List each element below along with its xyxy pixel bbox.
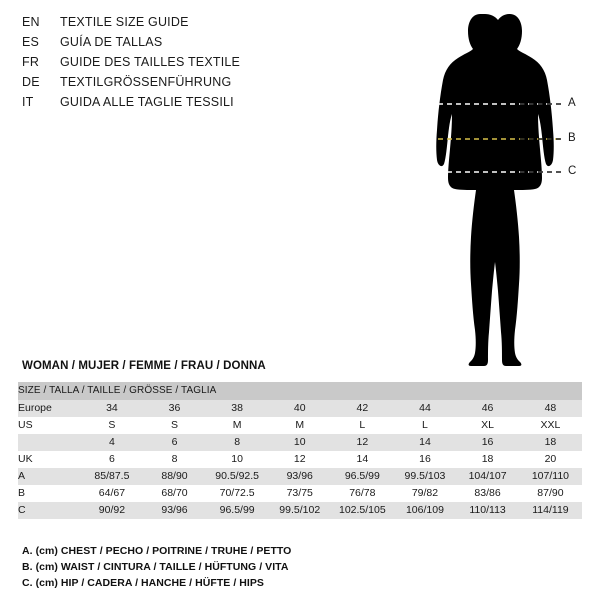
legend-line-b: B. (cm) WAIST / CINTURA / TAILLE / HÜFTUNG / VITA — [22, 561, 289, 573]
cell: L — [331, 417, 394, 434]
cell: 102.5/105 — [331, 502, 394, 519]
cell: 14 — [331, 451, 394, 468]
cell: 106/109 — [394, 502, 457, 519]
row-label-b: B — [18, 485, 81, 502]
cell: M — [268, 417, 331, 434]
cell: 73/75 — [268, 485, 331, 502]
cell: 104/107 — [456, 468, 519, 485]
cell: 14 — [394, 434, 457, 451]
title-lang-en: EN — [22, 15, 40, 29]
cell: 10 — [206, 451, 269, 468]
cell: 110/113 — [456, 502, 519, 519]
size-table-wrap — [18, 382, 582, 519]
row-label-europe: Europe — [18, 400, 81, 417]
cell: XL — [456, 417, 519, 434]
cell: 8 — [206, 434, 269, 451]
cell: 93/96 — [268, 468, 331, 485]
title-text-de: TEXTILGRÖSSENFÜHRUNG — [60, 75, 232, 89]
title-text-fr: GUIDE DES TAILLES TEXTILE — [60, 55, 241, 69]
size-table — [18, 382, 582, 519]
row-label-uk: UK — [18, 451, 81, 468]
cell: 99.5/103 — [394, 468, 457, 485]
cell: 18 — [456, 451, 519, 468]
title-row-de — [22, 75, 352, 95]
cell: 96.5/99 — [206, 502, 269, 519]
title-row-fr — [22, 55, 352, 75]
cell: 18 — [519, 434, 582, 451]
cell: 107/110 — [519, 468, 582, 485]
cell: 10 — [268, 434, 331, 451]
cell: 44 — [394, 400, 457, 417]
table-row — [18, 502, 582, 519]
title-row-en — [22, 15, 352, 35]
cell: 34 — [81, 400, 144, 417]
female-body-figure — [400, 8, 590, 373]
row-label-us: US — [18, 417, 81, 434]
table-header-row — [18, 382, 582, 400]
cell: 85/87.5 — [81, 468, 144, 485]
title-lang-de: DE — [22, 75, 40, 89]
title-row-es — [22, 35, 352, 55]
cell: 90/92 — [81, 502, 144, 519]
cell: 38 — [206, 400, 269, 417]
cell: 64/67 — [81, 485, 144, 502]
cell: 12 — [331, 434, 394, 451]
cell: L — [394, 417, 457, 434]
measure-label-c: C — [568, 165, 577, 177]
legend-line-a: A. (cm) CHEST / PECHO / POITRINE / TRUHE / PETTO — [22, 545, 292, 557]
title-text-en: TEXTILE SIZE GUIDE — [60, 15, 189, 29]
cell: 79/82 — [394, 485, 457, 502]
row-label-a: A — [18, 468, 81, 485]
cell: 42 — [331, 400, 394, 417]
title-row-it — [22, 95, 352, 115]
section-label-woman: WOMAN / MUJER / FEMME / FRAU / DONNA — [22, 360, 266, 372]
table-row — [18, 468, 582, 485]
row-label-c: C — [18, 502, 81, 519]
cell: S — [143, 417, 206, 434]
title-lang-es: ES — [22, 35, 40, 49]
cell: S — [81, 417, 144, 434]
legend-line-c: C. (cm) HIP / CADERA / HANCHE / HÜFTE / HIPS — [22, 577, 264, 589]
cell: 12 — [268, 451, 331, 468]
cell: 87/90 — [519, 485, 582, 502]
cell: XXL — [519, 417, 582, 434]
cell: 83/86 — [456, 485, 519, 502]
measure-label-a: A — [568, 97, 576, 109]
title-lang-fr: FR — [22, 55, 40, 69]
cell: 8 — [143, 451, 206, 468]
table-row — [18, 451, 582, 468]
cell: 76/78 — [331, 485, 394, 502]
cell: 4 — [81, 434, 144, 451]
table-row — [18, 400, 582, 417]
row-label-us-numeric — [18, 434, 81, 451]
cell: 6 — [81, 451, 144, 468]
cell: 48 — [519, 400, 582, 417]
title-text-it: GUIDA ALLE TAGLIE TESSILI — [60, 95, 234, 109]
cell: 93/96 — [143, 502, 206, 519]
cell: 16 — [394, 451, 457, 468]
table-header-label: SIZE / TALLA / TAILLE / GRÖSSE / TAGLIA — [18, 382, 582, 400]
cell: 99.5/102 — [268, 502, 331, 519]
cell: 90.5/92.5 — [206, 468, 269, 485]
cell: 88/90 — [143, 468, 206, 485]
measure-label-b: B — [568, 132, 576, 144]
cell: 40 — [268, 400, 331, 417]
female-silhouette-icon — [400, 8, 590, 373]
table-row — [18, 417, 582, 434]
cell: 114/119 — [519, 502, 582, 519]
title-lang-it: IT — [22, 95, 34, 109]
table-row — [18, 434, 582, 451]
cell: 16 — [456, 434, 519, 451]
title-text-es: GUÍA DE TALLAS — [60, 35, 163, 49]
cell: 20 — [519, 451, 582, 468]
cell: 68/70 — [143, 485, 206, 502]
measurement-legend — [22, 543, 452, 591]
title-block — [22, 15, 352, 115]
cell: 36 — [143, 400, 206, 417]
cell: M — [206, 417, 269, 434]
table-row — [18, 485, 582, 502]
cell: 96.5/99 — [331, 468, 394, 485]
cell: 46 — [456, 400, 519, 417]
cell: 6 — [143, 434, 206, 451]
cell: 70/72.5 — [206, 485, 269, 502]
